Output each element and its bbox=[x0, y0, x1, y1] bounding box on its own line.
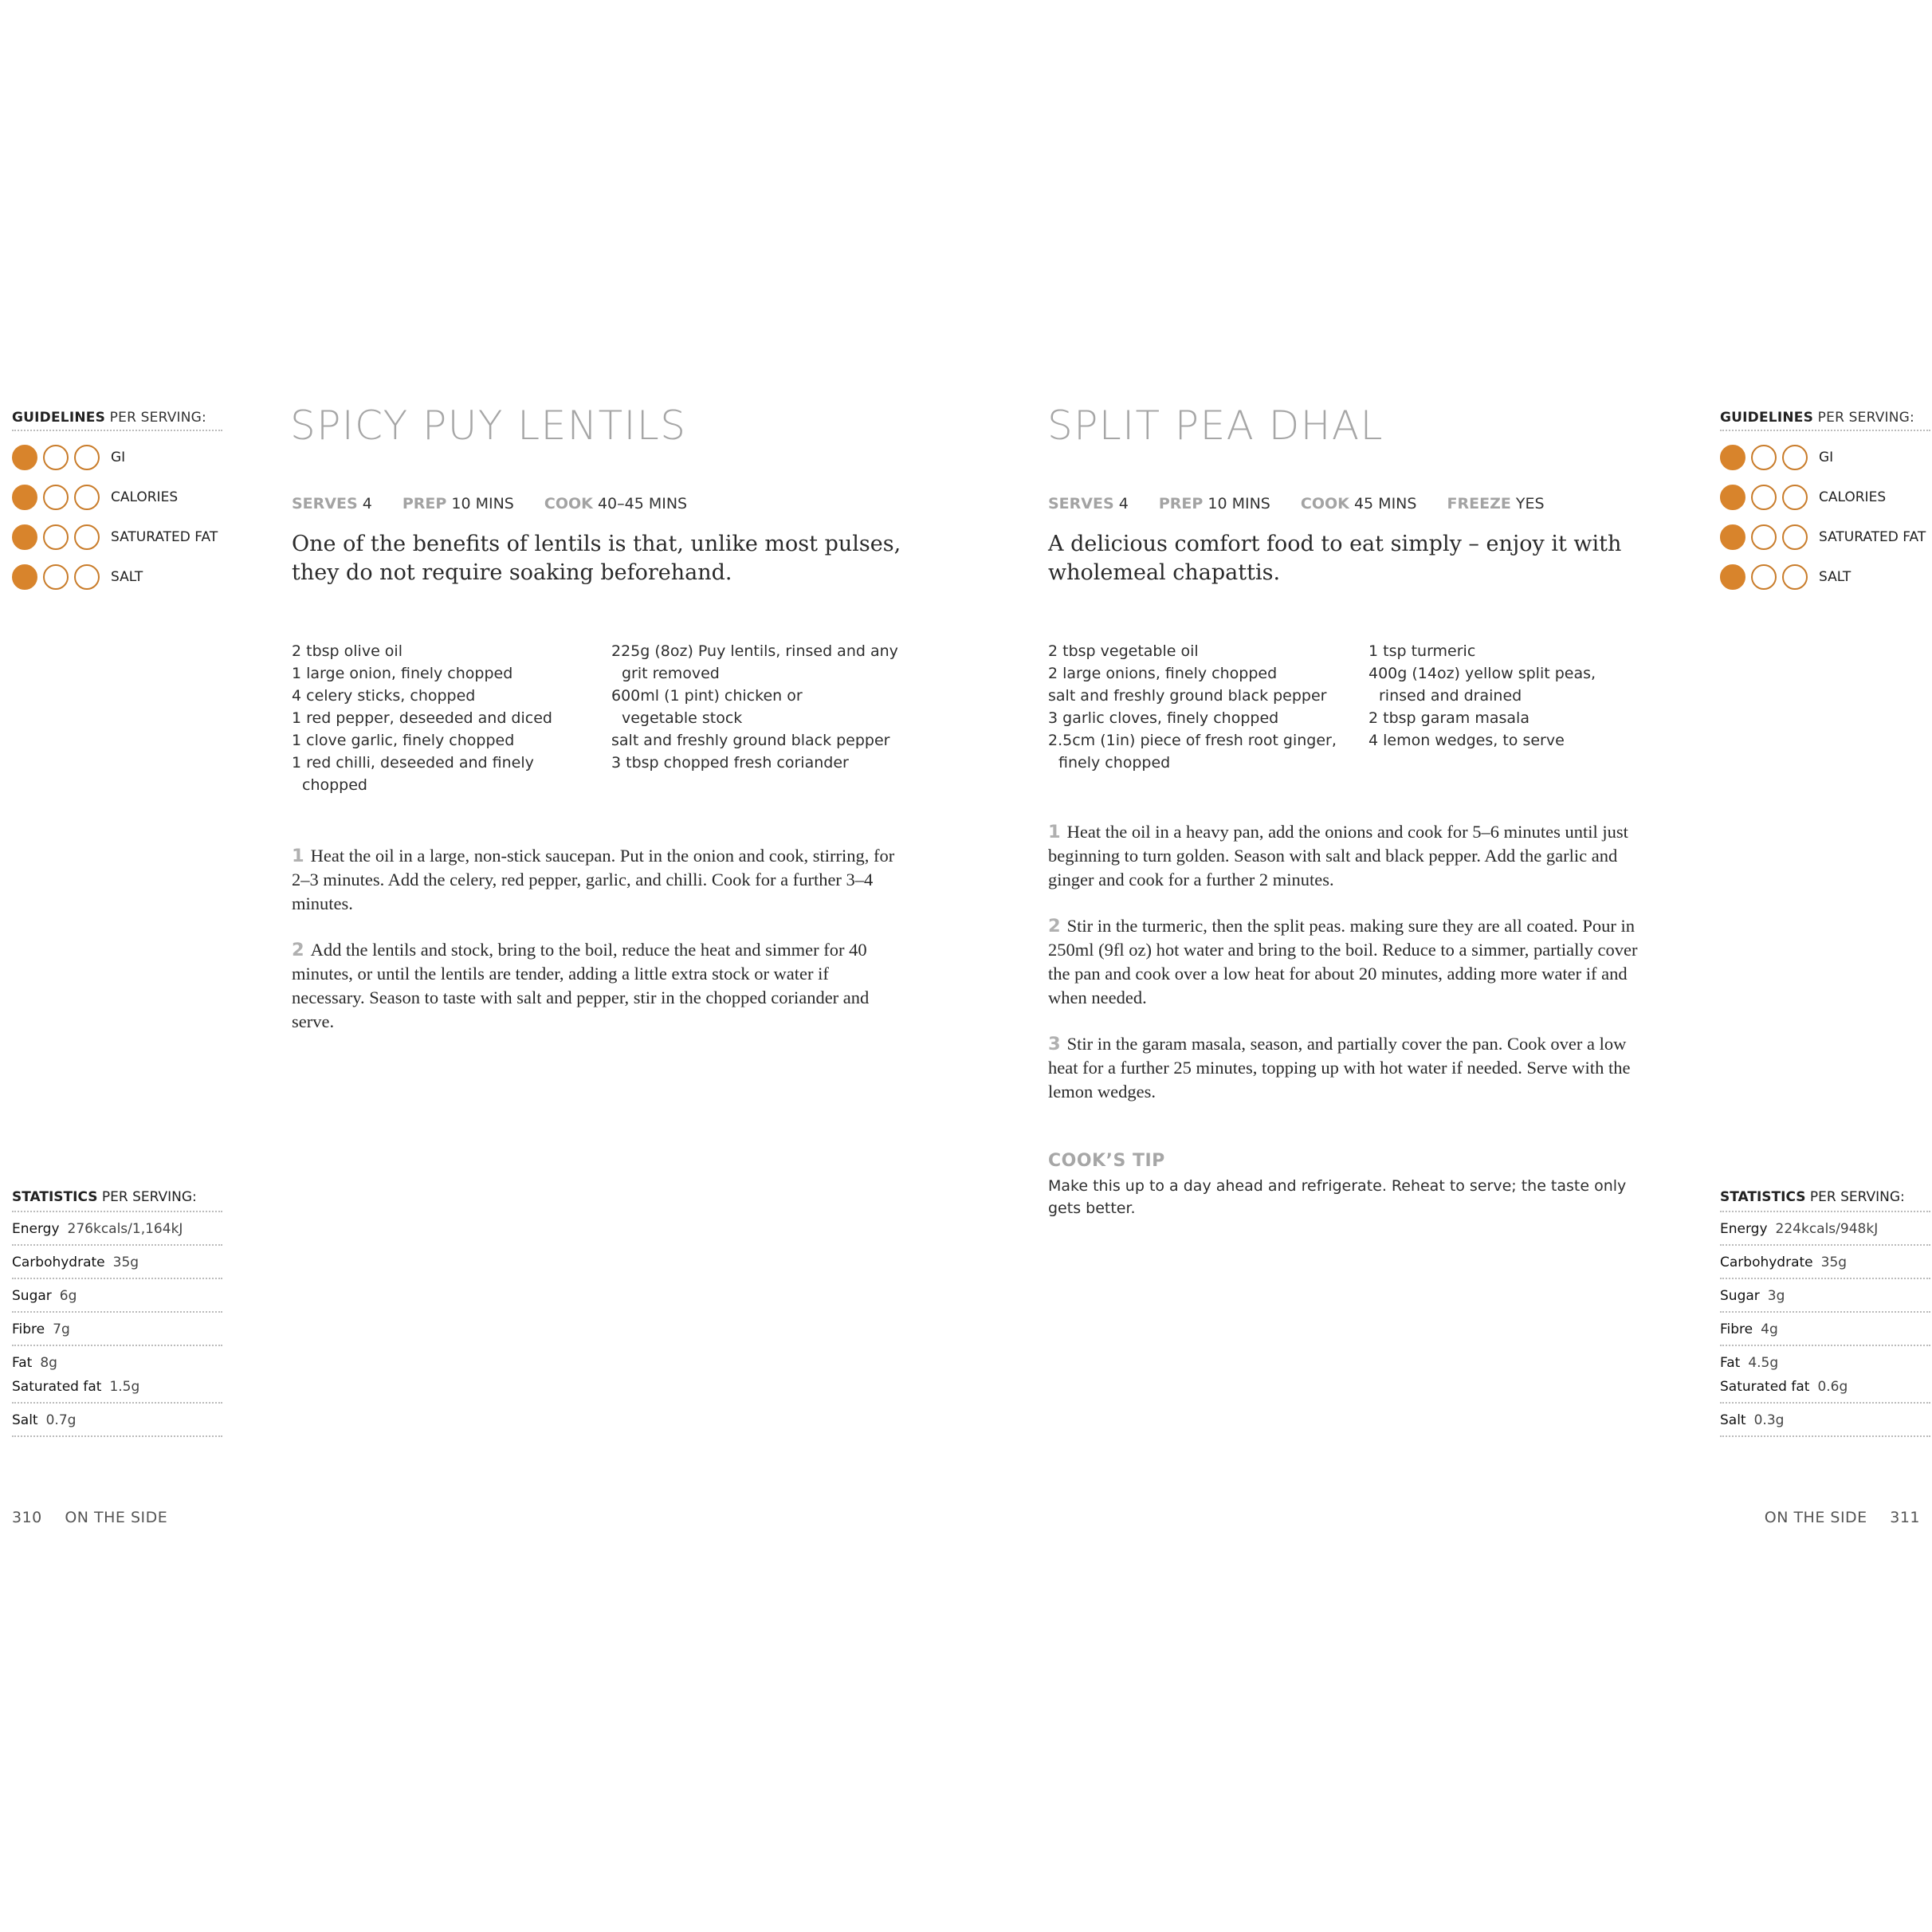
guideline-calories: CALORIES bbox=[1720, 483, 1930, 511]
method-step-1: 1 Heat the oil in a heavy pan, add the onions and cook for 5–6 minutes until just beginning to turn golden. Season with salt and black pepper. Add the garlic and ginger and cook for a further 2 minutes. bbox=[1048, 822, 1628, 889]
section-name: ON THE SIDE bbox=[65, 1509, 168, 1526]
stat-energy: Energy 224kcals/948kJ bbox=[1720, 1212, 1930, 1246]
stat-sugar: Sugar 6g bbox=[12, 1279, 222, 1313]
guidelines-heading: GUIDELINES PER SERVING: bbox=[1720, 410, 1930, 431]
ingredient: 1 large onion, finely chopped bbox=[292, 665, 513, 682]
ingredient: 2 tbsp vegetable oil bbox=[1048, 642, 1199, 660]
rating-dot-empty bbox=[1751, 564, 1777, 590]
ingredient: 4 lemon wedges, to serve bbox=[1368, 732, 1565, 749]
ingredient: salt and freshly ground black pepper bbox=[611, 732, 890, 749]
rating-dot-filled bbox=[1720, 564, 1745, 590]
method-step-1: 1 Heat the oil in a large, non-stick saucepan. Put in the onion and cook, stirring, for 2–3 minutes. Add the celery, red pepper, garlic, and chilli. Cook for a further 3–4 minutes. bbox=[292, 846, 895, 913]
stat-fat: Fat 4.5g Saturated fat 0.6g bbox=[1720, 1346, 1930, 1404]
rating-dot-filled bbox=[12, 524, 37, 550]
ingredient: 3 garlic cloves, finely chopped bbox=[1048, 709, 1279, 727]
recipe-meta: SERVES 4 PREP 10 MINS COOK 40–45 MINS bbox=[292, 495, 688, 512]
rating-dot-filled bbox=[1720, 445, 1745, 470]
statistics-heading: STATISTICS PER SERVING: bbox=[12, 1189, 222, 1212]
rating-dot-empty bbox=[43, 485, 69, 510]
stat-salt: Salt 0.7g bbox=[12, 1404, 222, 1437]
ingredient: 1 clove garlic, finely chopped bbox=[292, 732, 515, 749]
guideline-saturated-fat: SATURATED FAT bbox=[1720, 523, 1930, 551]
page-number: 311 bbox=[1890, 1509, 1920, 1526]
ingredient: 2.5cm (1in) piece of fresh root ginger, bbox=[1048, 732, 1337, 749]
ingredient: 225g (8oz) Puy lentils, rinsed and any bbox=[611, 642, 898, 660]
guideline-gi: GI bbox=[1720, 443, 1930, 471]
rating-dot-empty bbox=[1751, 524, 1777, 550]
cooks-tip-text: Make this up to a day ahead and refrigerate. Reheat to serve; the taste only gets better. bbox=[1048, 1177, 1627, 1217]
right-statistics bbox=[1720, 1189, 1930, 1437]
ingredient: vegetable stock bbox=[622, 709, 743, 727]
rating-dot-filled bbox=[1720, 485, 1745, 510]
guideline-calories: CALORIES bbox=[12, 483, 222, 511]
ingredient: 2 tbsp garam masala bbox=[1368, 709, 1530, 727]
guideline-saturated-fat: SATURATED FAT bbox=[12, 523, 222, 551]
ingredient: 400g (14oz) yellow split peas, bbox=[1368, 665, 1596, 682]
rating-dot-filled bbox=[12, 564, 37, 590]
rating-dot-empty bbox=[1782, 524, 1808, 550]
rating-dot-empty bbox=[1751, 445, 1777, 470]
ingredient: 1 tsp turmeric bbox=[1368, 642, 1476, 660]
cooks-tip-heading: COOK’S TIP bbox=[1048, 1151, 1165, 1171]
rating-dot-empty bbox=[1782, 445, 1808, 470]
step-number: 3 bbox=[1048, 1034, 1061, 1054]
rating-dot-empty bbox=[43, 524, 69, 550]
guideline-gi: GI bbox=[12, 443, 222, 471]
ingredients-column-1 bbox=[1048, 640, 1367, 774]
method-step-3: 3 Stir in the garam masala, season, and partially cover the pan. Cook over a low heat for a further 25 minutes, topping up with hot water if needed. Serve with the lemon wedges. bbox=[1048, 1034, 1631, 1101]
rating-dot-empty bbox=[1782, 485, 1808, 510]
ingredient: finely chopped bbox=[1058, 754, 1171, 772]
rating-dot-empty bbox=[43, 564, 69, 590]
stat-fibre: Fibre 7g bbox=[12, 1313, 222, 1346]
ingredient: 2 large onions, finely chopped bbox=[1048, 665, 1278, 682]
guideline-salt: SALT bbox=[1720, 563, 1930, 591]
rating-dot-filled bbox=[1720, 524, 1745, 550]
ingredient: 600ml (1 pint) chicken or bbox=[611, 687, 803, 705]
ingredient: 4 celery sticks, chopped bbox=[292, 687, 476, 705]
right-guidelines bbox=[1720, 410, 1930, 591]
left-statistics bbox=[12, 1189, 222, 1437]
rating-dot-empty bbox=[74, 524, 100, 550]
stat-salt: Salt 0.3g bbox=[1720, 1404, 1930, 1437]
ingredient: 2 tbsp olive oil bbox=[292, 642, 402, 660]
step-number: 2 bbox=[1048, 916, 1061, 937]
stat-fat: Fat 8g Saturated fat 1.5g bbox=[12, 1346, 222, 1404]
recipe-title: SPLIT PEA DHAL bbox=[1047, 402, 1384, 449]
stat-fibre: Fibre 4g bbox=[1720, 1313, 1930, 1346]
rating-dot-filled bbox=[12, 445, 37, 470]
ingredient: chopped bbox=[302, 776, 367, 794]
guidelines-heading: GUIDELINES PER SERVING: bbox=[12, 410, 222, 431]
recipe-intro: One of the benefits of lentils is that, unlike most pulses, they do not require soaking beforehand. bbox=[292, 532, 901, 585]
recipe-intro: A delicious comfort food to eat simply – enjoy it with wholemeal chapattis. bbox=[1048, 532, 1622, 585]
page-number: 310 bbox=[12, 1509, 42, 1526]
method-step-2: 2 Stir in the turmeric, then the split peas. making sure they are all coated. Pour in 250ml (9fl oz) hot water and bring to the boil. Reduce to a simmer, partially cover the pan and cook over a low heat for about 20 minutes, adding more water if and when needed. bbox=[1048, 916, 1638, 1007]
recipe-meta: SERVES 4 PREP 10 MINS COOK 45 MINS FREEZE YES bbox=[1048, 495, 1545, 512]
method-step-2: 2 Add the lentils and stock, bring to the boil, reduce the heat and simmer for 40 minutes, or until the lentils are tender, adding a little extra stock or water if necessary. Season to taste with salt and pepper, stir in the chopped coriander and serve. bbox=[292, 940, 870, 1031]
left-guidelines bbox=[12, 410, 222, 591]
right-footer bbox=[1765, 1509, 1920, 1526]
section-name: ON THE SIDE bbox=[1764, 1509, 1867, 1526]
rating-dot-empty bbox=[74, 485, 100, 510]
step-number: 1 bbox=[292, 846, 304, 866]
ingredient: grit removed bbox=[622, 665, 720, 682]
rating-dot-filled bbox=[12, 485, 37, 510]
guideline-salt: SALT bbox=[12, 563, 222, 591]
ingredients-column-1 bbox=[292, 640, 603, 796]
ingredient: rinsed and drained bbox=[1379, 687, 1522, 705]
stat-carbohydrate: Carbohydrate 35g bbox=[12, 1246, 222, 1279]
stat-carbohydrate: Carbohydrate 35g bbox=[1720, 1246, 1930, 1279]
rating-dot-empty bbox=[74, 564, 100, 590]
ingredient: 3 tbsp chopped fresh coriander bbox=[611, 754, 849, 772]
recipe-title: SPICY PUY LENTILS bbox=[290, 402, 687, 449]
ingredient: salt and freshly ground black pepper bbox=[1048, 687, 1327, 705]
stat-sugar: Sugar 3g bbox=[1720, 1279, 1930, 1313]
step-number: 1 bbox=[1048, 822, 1061, 842]
rating-dot-empty bbox=[43, 445, 69, 470]
rating-dot-empty bbox=[1782, 564, 1808, 590]
left-footer bbox=[12, 1509, 167, 1526]
ingredient: 1 red pepper, deseeded and diced bbox=[292, 709, 552, 727]
ingredient: 1 red chilli, deseeded and finely bbox=[292, 754, 534, 772]
rating-dot-empty bbox=[1751, 485, 1777, 510]
rating-dot-empty bbox=[74, 445, 100, 470]
step-number: 2 bbox=[292, 940, 304, 960]
ingredients-column-2 bbox=[1368, 640, 1655, 752]
ingredients-column-2 bbox=[611, 640, 930, 774]
stat-energy: Energy 276kcals/1,164kJ bbox=[12, 1212, 222, 1246]
statistics-heading: STATISTICS PER SERVING: bbox=[1720, 1189, 1930, 1212]
